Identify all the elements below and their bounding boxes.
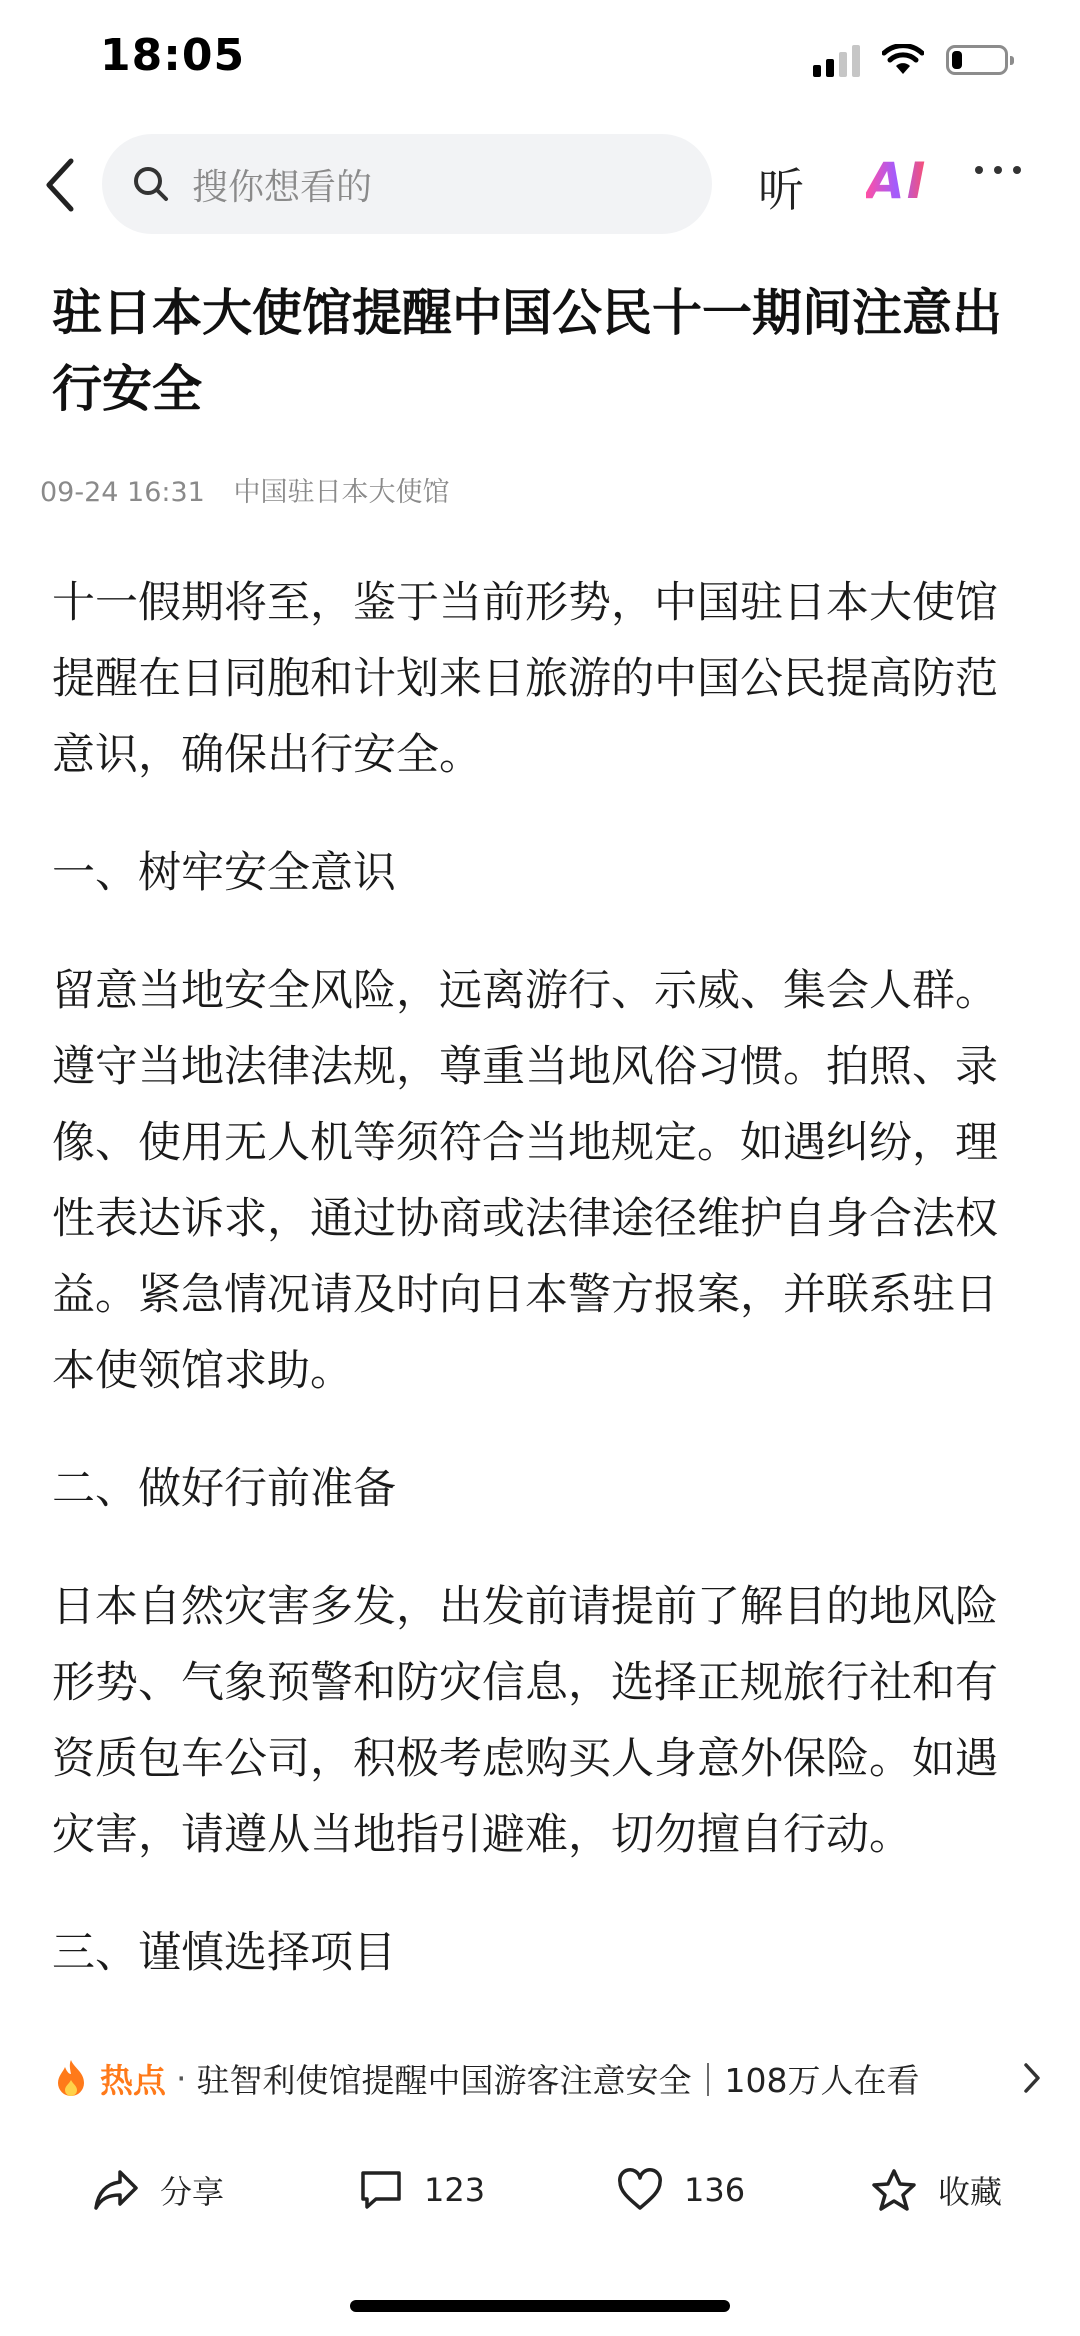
heart-icon	[616, 2168, 664, 2212]
share-icon	[92, 2168, 140, 2212]
status-time: 18:05	[100, 30, 246, 81]
article-paragraph: 日本自然灾害多发，出发前请提前了解目的地风险形势、气象预警和防灾信息，选择正规旅行社和有资质包车公司，积极考虑购买人身意外保险。如遇灾害，请遵从当地指引避难，切勿擅自行动。	[52, 1582, 998, 1860]
article-paragraph: 留意当地安全风险，远离游行、示威、集会人群。遵守当地法律法规，尊重当地风俗习惯。拍照、录像、使用无人机等须符合当地规定。如遇纠纷，理性表达诉求，通过协商或法律途径维护自身合法权益。紧急情况请及时向日本警方报案，并联系驻日本使领馆求助。	[52, 966, 998, 1396]
section-heading: 一、树牢安全意识	[52, 848, 396, 898]
back-arrow-icon	[43, 157, 77, 213]
back-button[interactable]	[28, 150, 92, 220]
more-dot-icon	[975, 166, 983, 174]
comment-icon	[358, 2168, 404, 2212]
search-placeholder: 搜你想看的	[192, 166, 373, 208]
share-button[interactable]	[92, 2150, 224, 2230]
star-icon	[870, 2167, 918, 2213]
article-title: 驻日本大使馆提醒中国公民十一期间注意出行安全	[52, 284, 1002, 418]
bottom-action-bar	[0, 2150, 1080, 2230]
flame-icon	[52, 2058, 90, 2098]
share-label: 分享	[160, 2173, 225, 2211]
like-count: 136	[684, 2171, 746, 2209]
listen-button[interactable]: 听	[758, 163, 804, 217]
battery-level	[952, 51, 962, 69]
top-nav-bar	[0, 130, 1080, 240]
chevron-right-icon	[1022, 2061, 1042, 2095]
status-icons	[813, 40, 1008, 80]
hot-separator: ·	[176, 2058, 187, 2098]
status-bar	[0, 0, 1080, 120]
article-paragraph: 十一假期将至，鉴于当前形势，中国驻日本大使馆提醒在日同胞和计划来日旅游的中国公民提高防范意识，确保出行安全。	[52, 578, 998, 780]
comment-count: 123	[424, 2171, 486, 2209]
hot-topic-text: 驻智利使馆提醒中国游客注意安全｜108万人在看	[196, 2060, 920, 2100]
home-indicator	[350, 2300, 730, 2312]
battery-cap	[1010, 56, 1014, 65]
hot-label: 热点	[100, 2060, 166, 2100]
more-options-button[interactable]	[975, 166, 1021, 174]
battery-icon	[946, 45, 1008, 75]
more-dot-icon	[1013, 166, 1021, 174]
more-dot-icon	[994, 166, 1002, 174]
favorite-label: 收藏	[938, 2173, 1003, 2211]
wifi-icon	[882, 44, 924, 76]
like-button[interactable]	[616, 2150, 745, 2230]
comment-button[interactable]	[358, 2150, 485, 2230]
article-source[interactable]: 中国驻日本大使馆	[233, 477, 450, 508]
article-date: 09-24 16:31	[40, 477, 205, 508]
favorite-button[interactable]	[870, 2150, 1002, 2230]
article-body	[52, 565, 1037, 2033]
section-heading: 三、谨慎选择项目	[52, 1928, 396, 1978]
search-icon	[132, 165, 170, 203]
article-meta	[40, 470, 449, 509]
section-heading: 二、做好行前准备	[52, 1464, 396, 1514]
hot-topic-bar[interactable]	[52, 2048, 1042, 2108]
search-input[interactable]	[102, 134, 712, 234]
cellular-signal-icon	[813, 43, 860, 77]
ai-button[interactable]: AI	[866, 152, 928, 210]
